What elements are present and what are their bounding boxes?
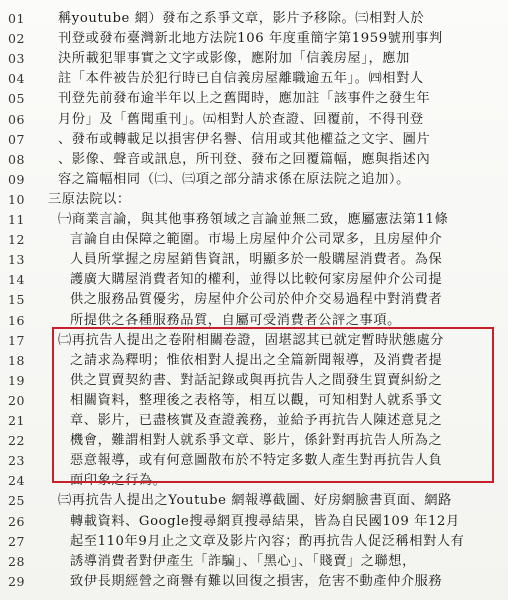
line-text: 三原法院以： <box>48 191 131 207</box>
line-number: 19 <box>8 372 25 388</box>
line-text: ㈢再抗告人提出之Youtube 網報導截圖、好房網臉書頁面、網路 <box>58 493 452 509</box>
line-number: 10 <box>8 191 25 207</box>
document-line <box>0 230 508 250</box>
document-line <box>0 210 508 230</box>
line-text: 之請求為釋明；惟依相對人提出之全篇新聞報導，及消費者提 <box>70 352 443 368</box>
line-text: 決所載犯罪事實之文字或影像，應附加「信義房屋」，應加 <box>58 51 410 67</box>
document-line <box>0 351 508 371</box>
document-line <box>0 371 508 391</box>
line-number: 06 <box>8 111 25 127</box>
line-text: 章、影片，已盡核實及查證義務，並給予再抗告人陳述意見之 <box>70 413 443 428</box>
line-text: 人員所掌握之房屋銷售資訊，明顯多於一般購屋消費者。為保 <box>70 252 443 268</box>
document-line <box>0 29 508 49</box>
line-text: 註「本件被告於犯行時已自信義房屋離職逾五年」。㈣相對人 <box>58 71 424 87</box>
line-number: 04 <box>8 71 25 87</box>
line-text: 供之買賣契約書、對話記錄或與再抗告人之間發生買賣糾紛之 <box>70 372 443 388</box>
line-number: 17 <box>8 332 25 348</box>
document-line <box>0 270 508 290</box>
line-number: 22 <box>8 433 25 449</box>
document-line <box>0 391 508 411</box>
line-text: 言論自由保障之範圍。市場上房屋仲介公司眾多，且房屋仲介 <box>70 232 443 248</box>
line-text: ㈡再抗告人提出之卷附相關卷證，固堪認其已就定暫時狀態處分 <box>58 332 445 348</box>
line-text: 面印象之行為。 <box>70 473 167 489</box>
line-number: 14 <box>8 272 25 288</box>
line-text: 、發布或轉載足以損害伊名譽、信用或其他權益之文字、圖片 <box>58 131 431 147</box>
line-text: 誘導消費者對伊產生「詐騙」、「黑心」、「賤賣」之聯想， <box>70 553 416 569</box>
line-text: 刊登先前發布逾半年以上之舊聞時，應加註「該事件之發生年 <box>58 91 431 107</box>
document-line <box>0 9 508 29</box>
document-line <box>0 491 508 511</box>
line-text: ㈠商業言論，與其他事務領域之言論並無二致，應屬憲法第11條 <box>58 212 449 227</box>
line-number: 21 <box>8 413 25 428</box>
line-number: 02 <box>8 31 25 47</box>
document-line <box>0 411 508 431</box>
document-line <box>0 170 508 190</box>
document-line <box>0 431 508 451</box>
line-number: 11 <box>8 212 25 227</box>
line-number: 18 <box>8 352 25 368</box>
line-number: 08 <box>8 151 25 167</box>
line-text: 供之服務品質優劣，房屋仲介公司於仲介交易過程中對消費者 <box>70 292 443 308</box>
document-line <box>0 512 508 532</box>
document-line <box>0 49 508 69</box>
line-number: 03 <box>8 51 25 67</box>
document-line <box>0 311 508 331</box>
line-text: 容之篇幅相同（㈡、㈢項之部分請求係在原法院之追加）。 <box>58 171 410 187</box>
line-number: 07 <box>8 131 25 147</box>
line-number: 12 <box>8 232 25 248</box>
line-text: 致伊長期經營之商譽有難以回復之損害，危害不動產仲介服務 <box>70 573 443 589</box>
line-text: 、影像、聲音或訊息，所刊登、發布之回覆篇幅，應與指述內 <box>58 151 431 167</box>
document-line <box>0 331 508 351</box>
document-line <box>0 532 508 552</box>
line-number: 27 <box>8 533 25 549</box>
line-text: 惡意報導，或有何意圖散布於不特定多數人產生對再抗告人負 <box>70 453 443 469</box>
document-line <box>0 250 508 270</box>
line-number: 15 <box>8 292 25 308</box>
document-line <box>0 290 508 310</box>
line-text: 相關資料，整理後之表格等，相互以觀，可知相對人就系爭文 <box>70 392 443 408</box>
line-number: 24 <box>8 473 25 489</box>
line-number: 25 <box>8 493 25 509</box>
line-number: 01 <box>8 11 25 26</box>
line-number: 20 <box>8 392 25 408</box>
line-text: 機會，難謂相對人就系爭文章、影片，係針對再抗告人所為之 <box>70 433 443 449</box>
line-text: 起至110年9月止之文章及影片內容；酌再抗告人促泛稱相對人有 <box>70 533 465 549</box>
line-text: 轉載資料、Google搜尋網頁搜尋結果，皆為自民國109 年12月 <box>70 513 460 529</box>
document-line <box>0 190 508 210</box>
document-line <box>0 552 508 572</box>
line-text: 所提供之各種服務品質，自屬可受消費者公評之事項。 <box>70 312 401 328</box>
line-number: 05 <box>8 91 25 107</box>
line-number: 26 <box>8 513 25 529</box>
document-line <box>0 110 508 130</box>
line-text: 護廣大購屋消費者知的權利，並得以比較何家房屋仲介公司提 <box>70 272 443 288</box>
line-number: 23 <box>8 453 25 469</box>
line-number: 13 <box>8 252 25 268</box>
line-text: 稱youtube 網）發布之系爭文章，影片予移除。㈢相對人於 <box>58 11 425 26</box>
line-number: 16 <box>8 312 25 328</box>
document-line <box>0 89 508 109</box>
document-line <box>0 471 508 491</box>
line-number: 28 <box>8 553 25 569</box>
document-line <box>0 451 508 471</box>
document-line <box>0 69 508 89</box>
line-number: 09 <box>8 171 25 187</box>
line-text: 月份」及「舊聞重刊」。㈤相對人於查證、回覆前，不得刊登 <box>58 111 424 127</box>
document-line <box>0 150 508 170</box>
line-text: 刊登或發布臺灣新北地方法院106 年度重簡字第1959號刑事判 <box>58 31 443 47</box>
document-line <box>0 572 508 592</box>
document-line <box>0 130 508 150</box>
line-number: 29 <box>8 573 25 589</box>
